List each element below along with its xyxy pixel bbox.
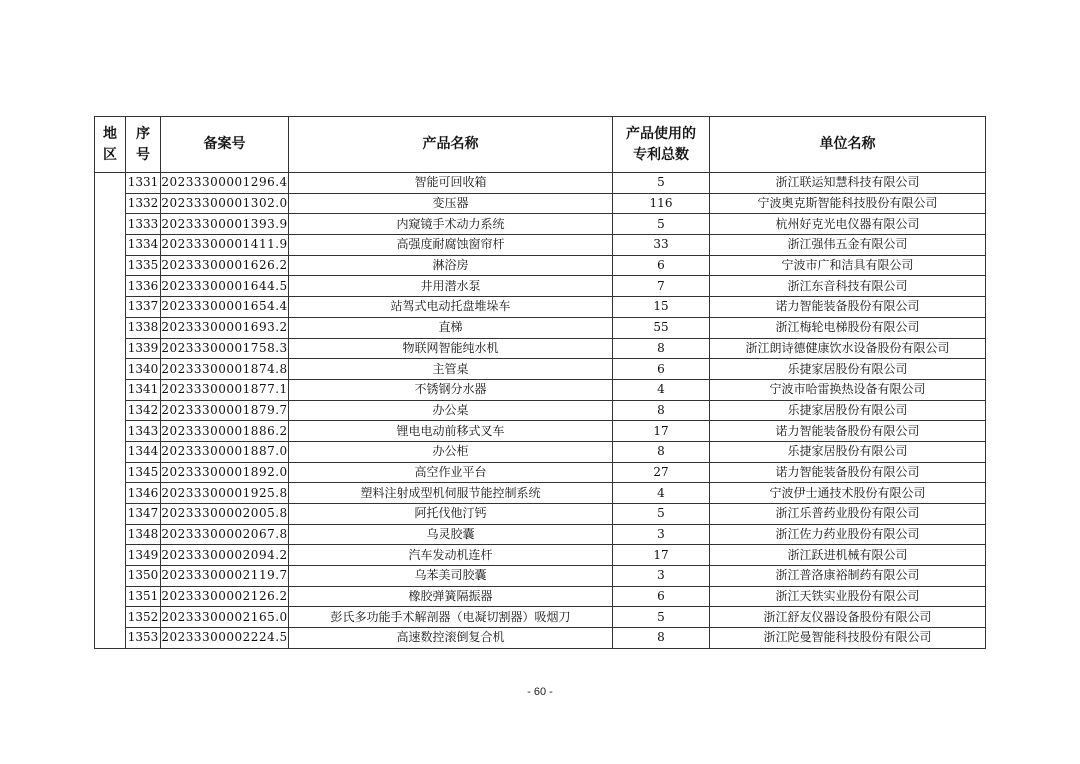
company-cell: 浙江梅轮电梯股份有限公司 [710,317,986,338]
product-name-cell: 橡胶弹簧隔振器 [289,586,613,607]
record-no-cell: 20233300002126.2 [161,586,289,607]
table-row [95,628,986,649]
seq-cell: 1353 [126,628,161,649]
record-no-cell: 20233300001877.1 [161,379,289,400]
company-cell: 浙江强伟五金有限公司 [710,235,986,256]
region-cell [95,173,126,649]
company-cell: 乐捷家居股份有限公司 [710,400,986,421]
record-no-cell: 20233300001654.4 [161,297,289,318]
product-name-cell: 主管桌 [289,359,613,380]
record-no-cell: 20233300001626.2 [161,255,289,276]
company-cell: 宁波伊士通技术股份有限公司 [710,483,986,504]
table-row [95,255,986,276]
seq-cell: 1340 [126,359,161,380]
seq-cell: 1337 [126,297,161,318]
table-row [95,607,986,628]
record-no-cell: 20233300001644.5 [161,276,289,297]
seq-cell: 1346 [126,483,161,504]
table-row [95,545,986,566]
page-number: - 60 - [527,686,553,698]
product-name-cell: 高速数控滚倒复合机 [289,628,613,649]
table-row [95,173,986,194]
seq-cell: 1344 [126,441,161,462]
table-row [95,586,986,607]
patent-count-cell: 6 [613,255,710,276]
header-record-no: 备案号 [161,117,289,173]
record-no-cell: 20233300001302.0 [161,193,289,214]
patent-count-cell: 8 [613,400,710,421]
product-name-cell: 锂电电动前移式叉车 [289,421,613,442]
patent-count-cell: 7 [613,276,710,297]
record-no-cell: 20233300001886.2 [161,421,289,442]
header-product-name: 产品名称 [289,117,613,173]
header-seq: 序号 [126,117,161,173]
patent-count-cell: 5 [613,173,710,194]
table-row [95,379,986,400]
record-no-cell: 20233300002119.7 [161,566,289,587]
product-name-cell: 彭氏多功能手术解剖器（电凝切割器）吸烟刀 [289,607,613,628]
product-name-cell: 汽车发动机连杆 [289,545,613,566]
record-no-cell: 20233300002067.8 [161,524,289,545]
company-cell: 诺力智能装备股份有限公司 [710,462,986,483]
patent-count-cell: 5 [613,214,710,235]
product-name-cell: 高强度耐腐蚀窗帘杆 [289,235,613,256]
product-name-cell: 乌灵胶囊 [289,524,613,545]
company-cell: 浙江跃进机械有限公司 [710,545,986,566]
product-name-cell: 淋浴房 [289,255,613,276]
patent-count-cell: 8 [613,338,710,359]
seq-cell: 1350 [126,566,161,587]
header-patent-count: 产品使用的专利总数 [613,117,710,173]
product-name-cell: 高空作业平台 [289,462,613,483]
table-row [95,276,986,297]
record-no-cell: 20233300001296.4 [161,173,289,194]
table-row [95,504,986,525]
seq-cell: 1335 [126,255,161,276]
table-row [95,235,986,256]
table-row [95,441,986,462]
seq-cell: 1342 [126,400,161,421]
product-name-cell: 站驾式电动托盘堆垛车 [289,297,613,318]
seq-cell: 1331 [126,173,161,194]
company-cell: 浙江佐力药业股份有限公司 [710,524,986,545]
product-name-cell: 变压器 [289,193,613,214]
patent-count-cell: 17 [613,421,710,442]
product-name-cell: 物联网智能纯水机 [289,338,613,359]
patent-count-cell: 116 [613,193,710,214]
patent-count-cell: 6 [613,586,710,607]
company-cell: 浙江朗诗德健康饮水设备股份有限公司 [710,338,986,359]
table-row [95,566,986,587]
record-no-cell: 20233300001758.3 [161,338,289,359]
company-cell: 乐捷家居股份有限公司 [710,441,986,462]
patent-count-cell: 6 [613,359,710,380]
table-row [95,317,986,338]
company-cell: 浙江东音科技有限公司 [710,276,986,297]
patent-count-cell: 4 [613,379,710,400]
record-no-cell: 20233300002165.0 [161,607,289,628]
table-row [95,483,986,504]
patent-count-cell: 4 [613,483,710,504]
seq-cell: 1338 [126,317,161,338]
record-no-cell: 20233300001887.0 [161,441,289,462]
record-no-cell: 20233300002094.2 [161,545,289,566]
patent-count-cell: 15 [613,297,710,318]
header-region: 地区 [95,117,126,173]
seq-cell: 1351 [126,586,161,607]
table-header-row [95,117,986,173]
table-row [95,338,986,359]
company-cell: 宁波市哈雷换热设备有限公司 [710,379,986,400]
record-no-cell: 20233300002224.5 [161,628,289,649]
registration-table [94,116,986,649]
seq-cell: 1349 [126,545,161,566]
product-name-cell: 塑料注射成型机伺服节能控制系统 [289,483,613,504]
table-row [95,400,986,421]
product-name-cell: 办公柜 [289,441,613,462]
seq-cell: 1339 [126,338,161,359]
company-cell: 宁波奥克斯智能科技股份有限公司 [710,193,986,214]
record-no-cell: 20233300001874.8 [161,359,289,380]
patent-count-cell: 33 [613,235,710,256]
seq-cell: 1333 [126,214,161,235]
patent-count-cell: 3 [613,566,710,587]
company-cell: 杭州好克光电仪器有限公司 [710,214,986,235]
company-cell: 浙江舒友仪器设备股份有限公司 [710,607,986,628]
table-row [95,297,986,318]
table-row [95,421,986,442]
seq-cell: 1345 [126,462,161,483]
seq-cell: 1341 [126,379,161,400]
seq-cell: 1347 [126,504,161,525]
table-row [95,214,986,235]
product-name-cell: 内窥镜手术动力系统 [289,214,613,235]
seq-cell: 1343 [126,421,161,442]
patent-count-cell: 5 [613,504,710,525]
product-name-cell: 阿托伐他汀钙 [289,504,613,525]
patent-count-cell: 8 [613,441,710,462]
patent-count-cell: 27 [613,462,710,483]
patent-count-cell: 5 [613,607,710,628]
seq-cell: 1336 [126,276,161,297]
product-name-cell: 办公桌 [289,400,613,421]
record-no-cell: 20233300002005.8 [161,504,289,525]
seq-cell: 1348 [126,524,161,545]
table-row [95,462,986,483]
product-name-cell: 直梯 [289,317,613,338]
record-no-cell: 20233300001693.2 [161,317,289,338]
seq-cell: 1352 [126,607,161,628]
seq-cell: 1332 [126,193,161,214]
product-name-cell: 井用潜水泵 [289,276,613,297]
patent-count-cell: 3 [613,524,710,545]
patent-count-cell: 8 [613,628,710,649]
record-no-cell: 20233300001892.0 [161,462,289,483]
patent-count-cell: 17 [613,545,710,566]
product-name-cell: 智能可回收箱 [289,173,613,194]
company-cell: 浙江天铁实业股份有限公司 [710,586,986,607]
company-cell: 浙江乐普药业股份有限公司 [710,504,986,525]
product-name-cell: 不锈钢分水器 [289,379,613,400]
company-cell: 诺力智能装备股份有限公司 [710,421,986,442]
record-no-cell: 20233300001411.9 [161,235,289,256]
record-no-cell: 20233300001393.9 [161,214,289,235]
company-cell: 诺力智能装备股份有限公司 [710,297,986,318]
header-company: 单位名称 [710,117,986,173]
company-cell: 宁波市广和洁具有限公司 [710,255,986,276]
company-cell: 乐捷家居股份有限公司 [710,359,986,380]
patent-count-cell: 55 [613,317,710,338]
company-cell: 浙江陀曼智能科技股份有限公司 [710,628,986,649]
company-cell: 浙江普洛康裕制药有限公司 [710,566,986,587]
record-no-cell: 20233300001879.7 [161,400,289,421]
seq-cell: 1334 [126,235,161,256]
company-cell: 浙江联运知慧科技有限公司 [710,173,986,194]
table-row [95,524,986,545]
table-row [95,359,986,380]
record-no-cell: 20233300001925.8 [161,483,289,504]
table-row [95,193,986,214]
product-name-cell: 乌苯美司胶囊 [289,566,613,587]
